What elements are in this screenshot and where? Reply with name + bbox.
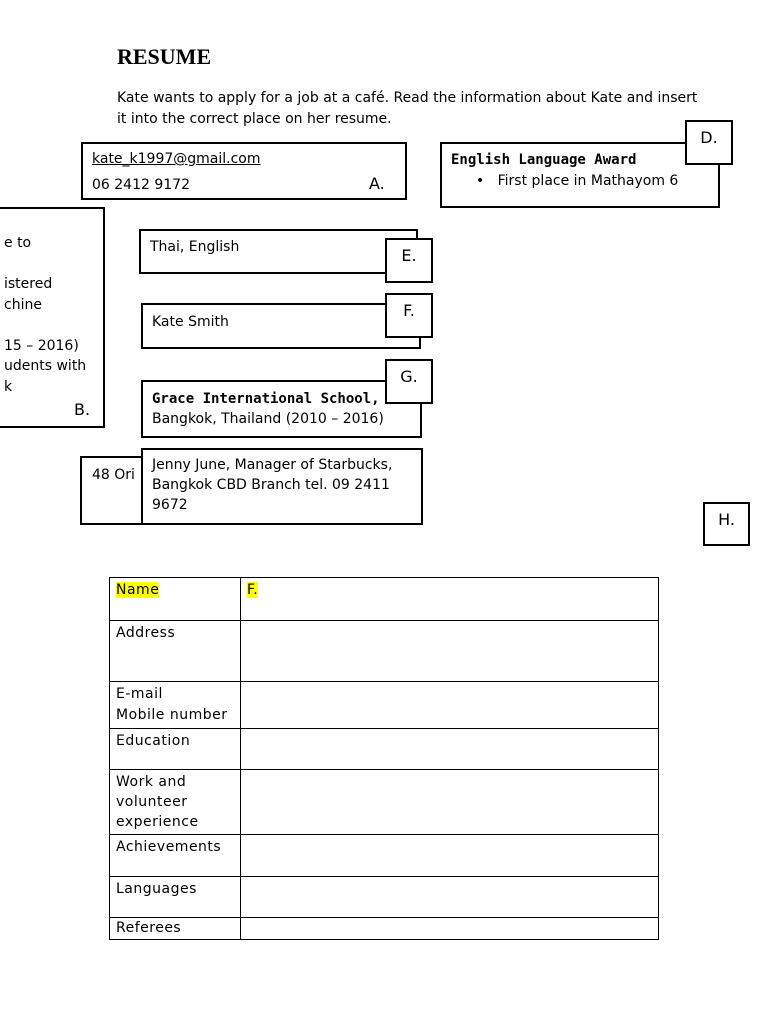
- tag-d[interactable]: [685, 120, 733, 165]
- tag-f-label: F.: [403, 301, 415, 320]
- row-value-achievements[interactable]: [241, 835, 659, 877]
- card-f[interactable]: [141, 303, 421, 349]
- tag-h[interactable]: [703, 502, 750, 546]
- tag-h-label: H.: [718, 510, 735, 529]
- row-label-languages: Languages: [110, 877, 241, 918]
- address-partial-text: 48 Ori: [92, 467, 135, 483]
- card-g[interactable]: [141, 380, 422, 438]
- tag-g-label: G.: [400, 367, 418, 386]
- card-b-tag: B.: [74, 400, 91, 419]
- card-b-text: e to istered chine 15 – 2016) udents with k: [4, 235, 87, 395]
- table-row: [110, 621, 659, 682]
- row-value-work[interactable]: [241, 770, 659, 835]
- school-place: Bangkok, Thailand (2010 – 2016): [152, 411, 384, 427]
- table-row: [110, 729, 659, 770]
- table-row: [110, 918, 659, 940]
- tag-e-label: E.: [401, 246, 417, 265]
- award-bullet-text: First place in Mathayom 6: [497, 173, 679, 189]
- table-row: [110, 877, 659, 918]
- award-heading: English Language Award: [451, 152, 637, 168]
- referee-line-2: Bangkok CBD Branch tel. 09 2411: [152, 477, 390, 493]
- languages-text: Thai, English: [150, 239, 240, 255]
- card-a[interactable]: [81, 142, 407, 200]
- row-label-work: Work and volunteer experience: [110, 770, 241, 835]
- name-label: Name: [116, 582, 160, 598]
- tag-g[interactable]: [385, 359, 433, 404]
- card-d[interactable]: [440, 142, 720, 208]
- table-row: [110, 578, 659, 621]
- referee-line-3: 9672: [152, 497, 188, 513]
- tag-f[interactable]: [385, 293, 433, 338]
- page-title: RESUME: [117, 44, 212, 69]
- award-bullet-row: [476, 171, 718, 191]
- tag-d-label: D.: [700, 128, 718, 147]
- row-value-address[interactable]: [241, 621, 659, 682]
- referee-line-1: Jenny June, Manager of Starbucks,: [152, 457, 393, 473]
- row-label-referees: Referees: [110, 918, 241, 940]
- row-value-languages[interactable]: [241, 877, 659, 918]
- row-label-achievements: Achievements: [110, 835, 241, 877]
- row-value-email[interactable]: [241, 682, 659, 729]
- card-e[interactable]: [139, 229, 418, 274]
- row-label-email: E-mail Mobile number: [110, 682, 241, 729]
- table-row: [110, 682, 659, 729]
- tag-e[interactable]: [385, 238, 433, 283]
- row-value-education[interactable]: [241, 729, 659, 770]
- row-value-referees[interactable]: [241, 918, 659, 940]
- card-referee[interactable]: [141, 448, 423, 525]
- phone-text: 06 2412 9172: [92, 177, 190, 193]
- bullet-icon: •: [476, 173, 485, 189]
- table-row: [110, 770, 659, 835]
- email-text: kate_k1997@gmail.com: [92, 151, 261, 167]
- school-name: Grace International School,: [152, 391, 380, 407]
- name-value: F.: [247, 582, 259, 598]
- table-row: [110, 835, 659, 877]
- name-text: Kate Smith: [152, 314, 229, 330]
- row-label-address: Address: [110, 621, 241, 682]
- row-label-name: [110, 578, 241, 621]
- resume-table: [109, 577, 659, 940]
- row-value-name[interactable]: [241, 578, 659, 621]
- instructions: Kate wants to apply for a job at a café. Read the information about Kate and insert it into the correct place on her resume.: [117, 90, 698, 127]
- row-label-education: Education: [110, 729, 241, 770]
- card-b[interactable]: [0, 207, 105, 428]
- card-a-tag: A.: [369, 174, 385, 193]
